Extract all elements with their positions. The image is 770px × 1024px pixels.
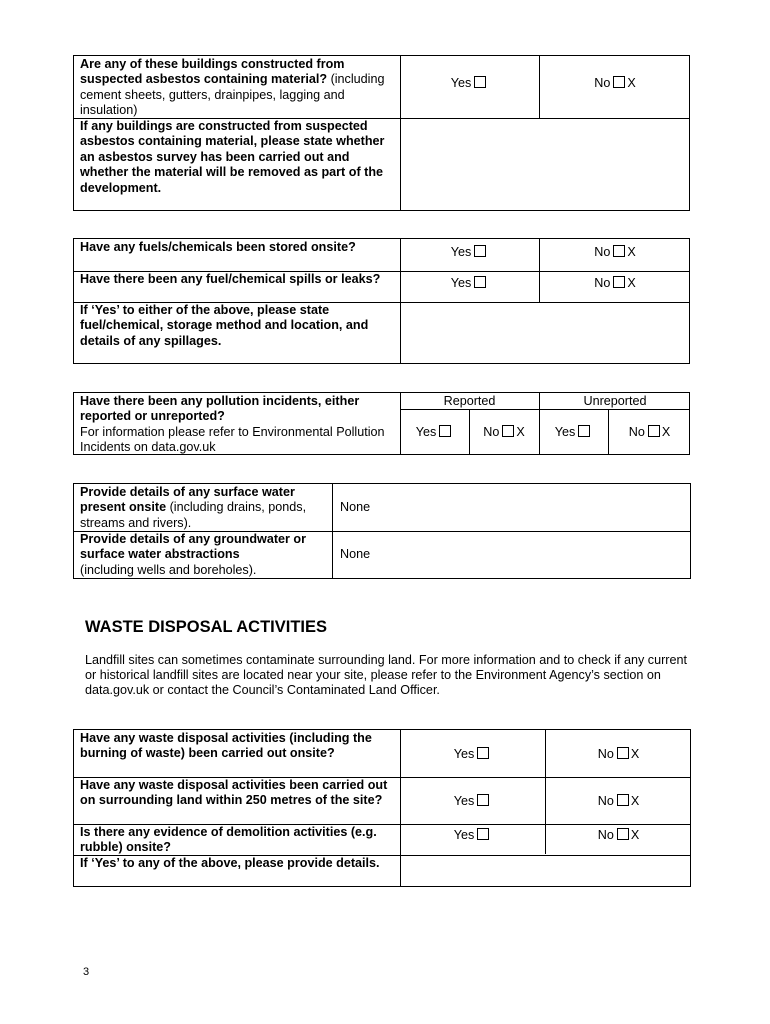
asbestos-no-option[interactable]: No X xyxy=(594,76,636,90)
no-checkbox[interactable] xyxy=(613,245,625,257)
fuel-spills-yes-option[interactable]: Yes xyxy=(400,275,539,291)
reported-no-option[interactable]: No X xyxy=(483,425,525,439)
fuel-spills-question: Have there been any fuel/chemical spills or leaks? xyxy=(80,272,381,286)
surface-water-question: Provide details of any surface water present onsite (including drains, ponds, streams and rivers). xyxy=(80,485,307,530)
asbestos-table xyxy=(73,55,690,211)
unreported-yes-option[interactable]: Yes xyxy=(539,424,608,440)
waste-surrounding-question: Have any waste disposal activities been carried out on surrounding land within 250 metres of the site? xyxy=(80,778,388,808)
waste-onsite-question: Have any waste disposal activities (including the burning of waste) been carried out onsite? xyxy=(80,731,372,761)
waste-onsite-yes-option[interactable]: Yes xyxy=(400,746,545,762)
unreported-no-option[interactable]: No X xyxy=(628,425,671,439)
demolition-yes-option[interactable]: Yes xyxy=(400,827,545,843)
demolition-question: Is there any evidence of demolition activities (e.g. rubble) onsite? xyxy=(80,825,377,855)
waste-onsite-no-option[interactable]: No X xyxy=(597,747,640,761)
yes-checkbox[interactable] xyxy=(477,828,489,840)
yes-checkbox[interactable] xyxy=(477,747,489,759)
fuel-stored-no-option[interactable]: No X xyxy=(594,245,636,259)
no-checkbox[interactable] xyxy=(617,747,629,759)
no-checkbox[interactable] xyxy=(648,425,660,437)
surface-water-answer[interactable]: None xyxy=(340,500,371,514)
reported-header: Reported xyxy=(443,394,496,408)
asbestos-question: Are any of these buildings constructed from suspected asbestos containing material? (including cement sheets, gutters, drainpipes, lagging and insulation) xyxy=(80,57,385,118)
fuel-stored-yes-option[interactable]: Yes xyxy=(400,244,539,260)
fuel-details-answer[interactable] xyxy=(400,302,691,364)
waste-disposal-table xyxy=(73,729,691,887)
yes-checkbox[interactable] xyxy=(474,76,486,88)
no-checkbox[interactable] xyxy=(613,276,625,288)
waste-surrounding-yes-option[interactable]: Yes xyxy=(400,793,545,809)
asbestos-survey-question: If any buildings are constructed from suspected asbestos containing material, please state whether an asbestos survey has been carried out and whether the material will be removed as part of the development. xyxy=(80,119,385,195)
asbestos-survey-answer[interactable] xyxy=(400,118,691,211)
waste-details-question: If ‘Yes’ to any of the above, please provide details. xyxy=(80,856,380,870)
no-checkbox[interactable] xyxy=(613,76,625,88)
fuel-stored-question: Have any fuels/chemicals been stored onsite? xyxy=(80,240,356,254)
fuel-spills-no-option[interactable]: No X xyxy=(594,276,636,290)
water-table xyxy=(73,483,691,579)
no-checkbox[interactable] xyxy=(617,794,629,806)
yes-checkbox[interactable] xyxy=(439,425,451,437)
pollution-question: Have there been any pollution incidents, either reported or unreported? For information please refer to Environmental Pollution Incidents on data.gov.uk xyxy=(80,394,385,455)
yes-checkbox[interactable] xyxy=(578,425,590,437)
waste-details-answer[interactable] xyxy=(400,855,691,887)
reported-yes-option[interactable]: Yes xyxy=(400,424,469,440)
no-checkbox[interactable] xyxy=(502,425,514,437)
yes-checkbox[interactable] xyxy=(474,276,486,288)
no-checkbox[interactable] xyxy=(617,828,629,840)
groundwater-question: Provide details of any groundwater or surface water abstractions (including wells and boreholes). xyxy=(80,532,307,577)
waste-disposal-heading: WASTE DISPOSAL ACTIVITIES xyxy=(85,618,328,636)
landfill-paragraph: Landfill sites can sometimes contaminate surrounding land. For more information and to check if any current or historical landfill sites are located near your site, please refer to the Environment Agency’s section on data.gov.uk or contact the Council’s Contaminated Land Officer. xyxy=(85,653,687,698)
groundwater-answer[interactable]: None xyxy=(340,547,371,561)
fuel-details-question: If ‘Yes’ to either of the above, please state fuel/chemical, storage method and location, and details of any spillages. xyxy=(80,303,369,348)
yes-checkbox[interactable] xyxy=(474,245,486,257)
waste-surrounding-no-option[interactable]: No X xyxy=(597,794,640,808)
page-number: 3 xyxy=(83,966,90,978)
unreported-header: Unreported xyxy=(583,394,647,408)
yes-checkbox[interactable] xyxy=(477,794,489,806)
asbestos-yes-option[interactable]: Yes xyxy=(400,75,539,91)
fuel-chemicals-table xyxy=(73,238,690,364)
demolition-no-option[interactable]: No X xyxy=(597,828,640,842)
pollution-incidents-table xyxy=(73,392,690,455)
